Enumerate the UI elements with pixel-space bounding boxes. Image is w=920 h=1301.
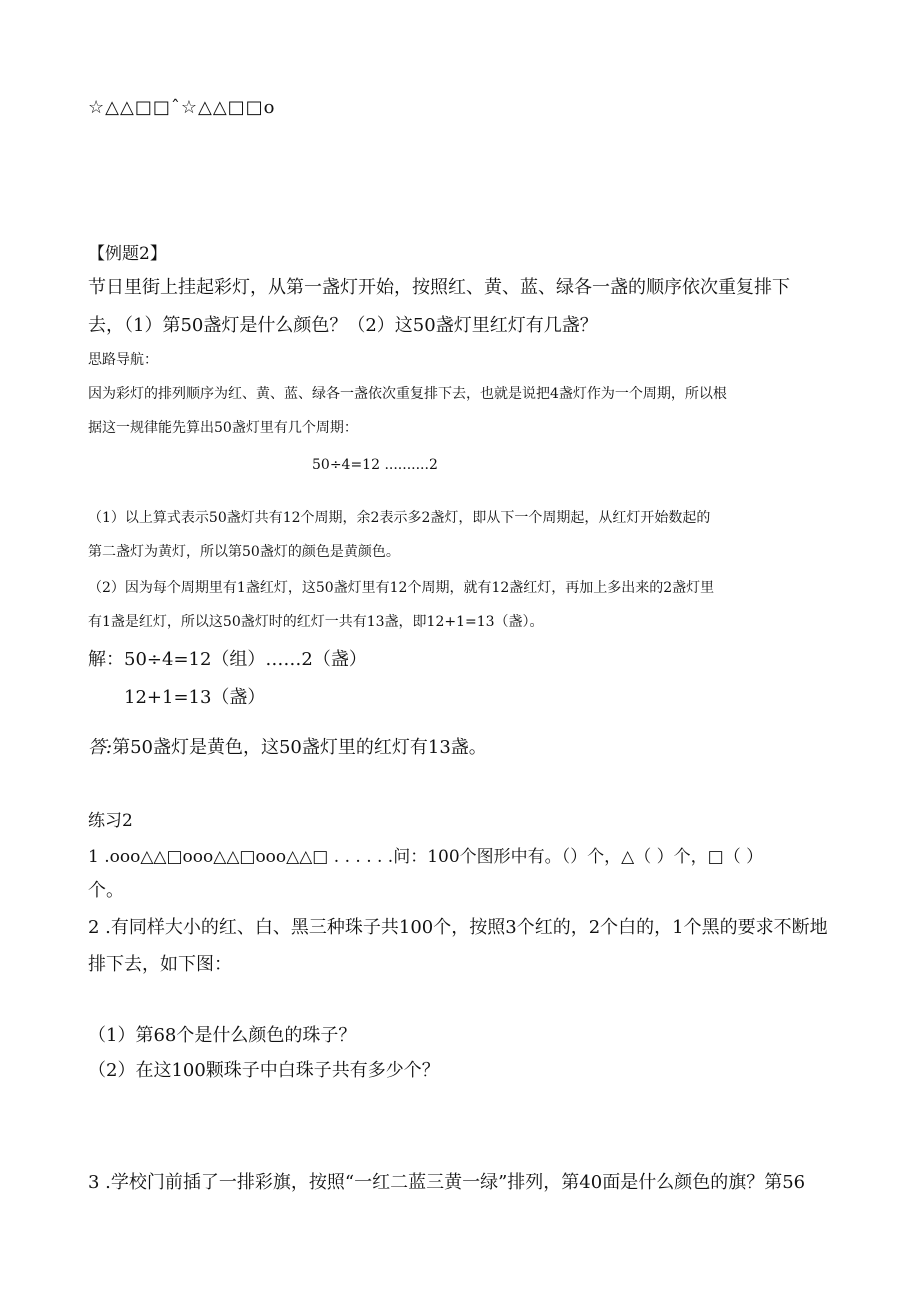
answer bbox=[88, 733, 487, 759]
hint-line2: 据这一规律能先算出50盏灯里有几个周期： bbox=[88, 420, 358, 436]
hint-label: 思路导航： bbox=[88, 352, 158, 368]
answer-label: 答: bbox=[88, 737, 113, 758]
solution-line1: 解：50÷4=12（组）……2（盏） bbox=[88, 649, 367, 670]
example-question-line1: 节日里街上挂起彩灯，从第一盏灯开始，按照红、黄、蓝、绿各一盏的顺序依次重复排下 bbox=[88, 277, 790, 298]
answer-text: 第50盏灯是黄色，这50盏灯里的红灯有13盏。 bbox=[112, 737, 487, 758]
practice-q3-line1: 3 .学校门前插了一排彩旗，按照“一红二蓝三黄一绿”排列，第40面是什么颜色的旗？第56 bbox=[88, 1172, 806, 1193]
symbol-sequence: ☆△△□□ˆ☆△△□□o bbox=[88, 97, 276, 118]
practice-q2-line2: 排下去，如下图： bbox=[88, 954, 232, 975]
explanation-2-line1: （2）因为每个周期里有1盏红灯，这50盏灯里有12个周期，就有12盏红灯，再加上多出来的2盏灯里 bbox=[88, 580, 715, 596]
hint-line1: 因为彩灯的排列顺序为红、黄、蓝、绿各一盏依次重复排下去，也就是说把4盏灯作为一个周期，所以根 bbox=[88, 386, 727, 402]
practice-heading: 练习2 bbox=[88, 811, 133, 831]
explanation-1-line2: 第二盏灯为黄灯，所以第50盏灯的颜色是黄颜色。 bbox=[88, 544, 400, 560]
explanation-1-line1: （1）以上算式表示50盏灯共有12个周期，余2表示多2盏灯，即从下一个周期起，从红灯开始数起的 bbox=[88, 510, 711, 526]
example-question-line2: 去，（1）第50盏灯是什么颜色？（2）这50盏灯里红灯有几盏？ bbox=[88, 315, 598, 336]
practice-q1-line1: 1 .ooo△△□ooo△△□ooo△△□ . . . . . .问：100个图形中有。（）个，△（ ）个，□（ ） bbox=[88, 847, 764, 867]
explanation-2-line2: 有1盏是红灯，所以这50盏灯时的红灯一共有13盏，即12+1=13（盏）。 bbox=[88, 614, 544, 630]
practice-q1-line2: 个。 bbox=[88, 880, 124, 901]
example-heading: 【例题2】 bbox=[88, 244, 167, 264]
division-formula: 50÷4=12 ..........2 bbox=[312, 457, 438, 473]
practice-q2-line1: 2 .有同样大小的红、白、黑三种珠子共100个，按照3个红的，2个白的，1个黑的要求不断地 bbox=[88, 917, 828, 938]
practice-q2-sub1: （1）第68个是什么颜色的珠子？ bbox=[88, 1025, 357, 1046]
practice-q2-sub2: （2）在这100颗珠子中白珠子共有多少个？ bbox=[88, 1060, 440, 1081]
solution-line2: 12+1=13（盏） bbox=[124, 687, 266, 708]
